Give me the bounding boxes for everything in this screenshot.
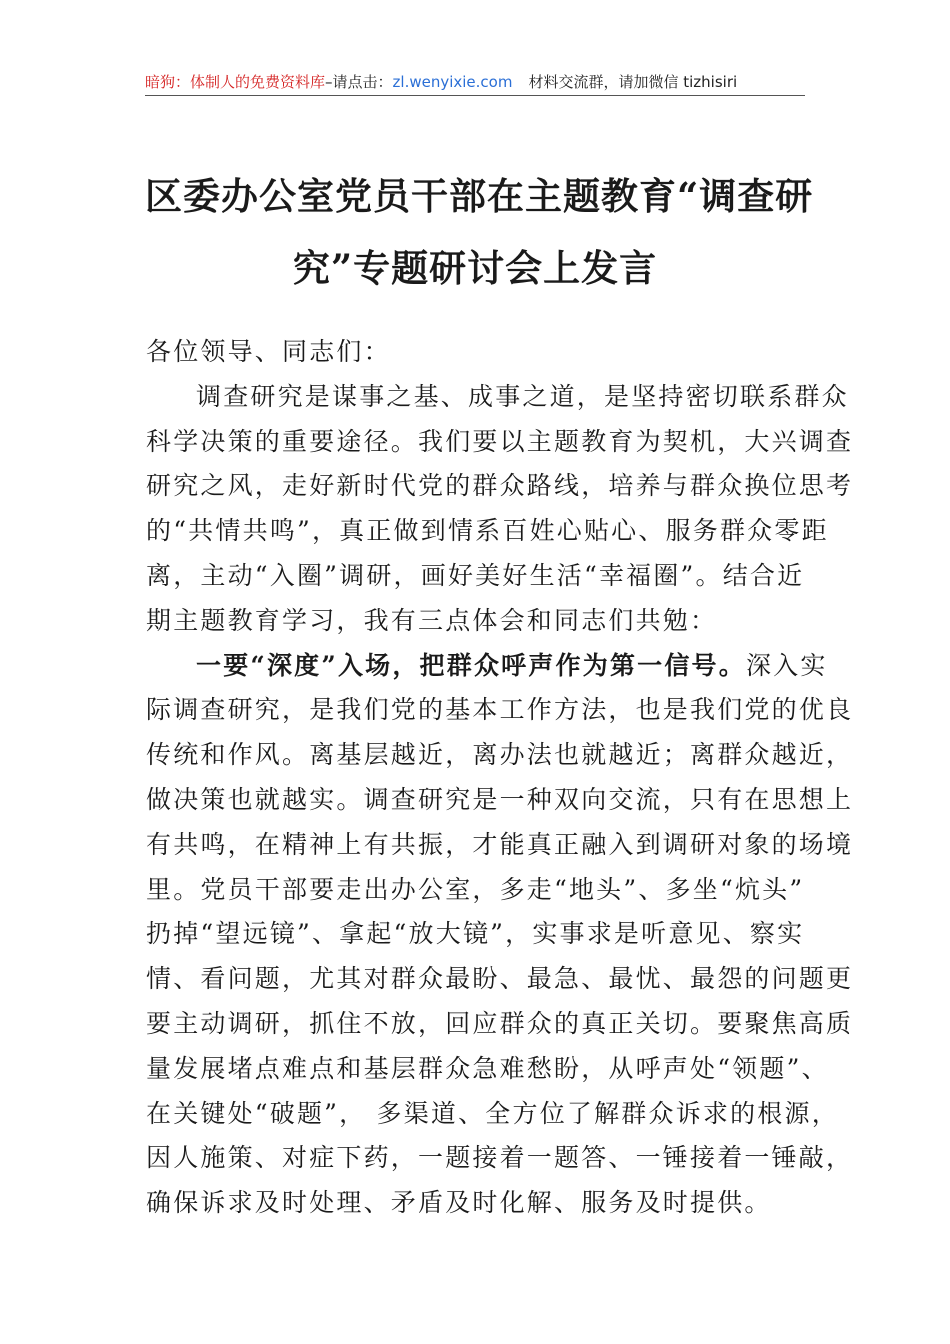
paragraph-1-line: 科学决策的重要途径。我们要以主题教育为契机，大兴调查	[146, 426, 854, 456]
paragraph-2-lead: 深入实	[745, 650, 828, 680]
paragraph-2-line: 在关键处“破题”， 多渠道、全方位了解群众诉求的根源，	[146, 1098, 839, 1128]
document-body	[146, 330, 854, 1226]
header-link[interactable]: zl.wenyixie.com	[392, 73, 513, 91]
header-contact: 材料交流群，请加微信 tizhisiri	[528, 73, 738, 91]
paragraph-1-line: 离，主动“入圈”调研，画好美好生活“幸福圈”。结合近	[146, 560, 805, 590]
paragraph-2-line: 因人施策、对症下药，一题接着一题答、一锤接着一锤敲，	[146, 1143, 854, 1173]
paragraph-2-line: 际调查研究，是我们党的基本工作方法，也是我们党的优良	[146, 695, 854, 725]
title-line-2: 究”专题研讨会上发言	[292, 246, 658, 290]
paragraph-1-line: 的“共情共鸣”，真正做到情系百姓心贴心、服务群众零距	[146, 516, 829, 546]
watermark-header	[145, 70, 805, 94]
paragraph-1-line: 研究之风，走好新时代党的群众路线，培养与群众换位思考	[146, 471, 854, 501]
paragraph-1-line: 调查研究是谋事之基、成事之道，是坚持密切联系群众	[196, 381, 849, 411]
paragraph-2-line: 情、看问题，尤其对群众最盼、最急、最忧、最怨的问题更	[146, 964, 854, 994]
paragraph-2-line: 确保诉求及时处理、矛盾及时化解、服务及时提供。	[146, 1188, 772, 1218]
paragraph-2-line: 里。党员干部要走出办公室，多走“地头”、多坐“炕头”	[146, 874, 805, 904]
header-divider	[145, 95, 805, 96]
paragraph-2-line: 扔掉“望远镜”、拿起“放大镜”，实事求是听意见、察实	[146, 919, 805, 949]
paragraph-2-first-line	[146, 644, 828, 689]
greeting: 各位领导、同志们：	[146, 337, 391, 366]
paragraph-1-line: 期主题教育学习，我有三点体会和同志们共勉：	[146, 605, 718, 635]
document-title	[145, 160, 814, 304]
paragraph-2-line: 量发展堵点难点和基层群众急难愁盼，从呼声处“领题”、	[146, 1053, 829, 1083]
paragraph-2-line: 传统和作风。离基层越近，离办法也就越近；离群众越近，	[146, 740, 854, 770]
paragraph-2-line: 做决策也就越实。调查研究是一种双向交流，只有在思想上	[146, 784, 854, 814]
title-line-1: 区委办公室党员干部在主题教育“调查研	[145, 174, 814, 218]
paragraph-2-line: 要主动调研，抓住不放，回应群众的真正关切。要聚焦高质	[146, 1008, 854, 1038]
header-brand: 暗狗：体制人的免费资料库	[145, 73, 326, 91]
section-heading-1: 一要“深度”入场，把群众呼声作为第一信号。	[196, 650, 746, 680]
paragraph-2-line: 有共鸣，在精神上有共振，才能真正融入到调研对象的场境	[146, 829, 854, 859]
header-prompt: –请点击：	[325, 73, 393, 91]
